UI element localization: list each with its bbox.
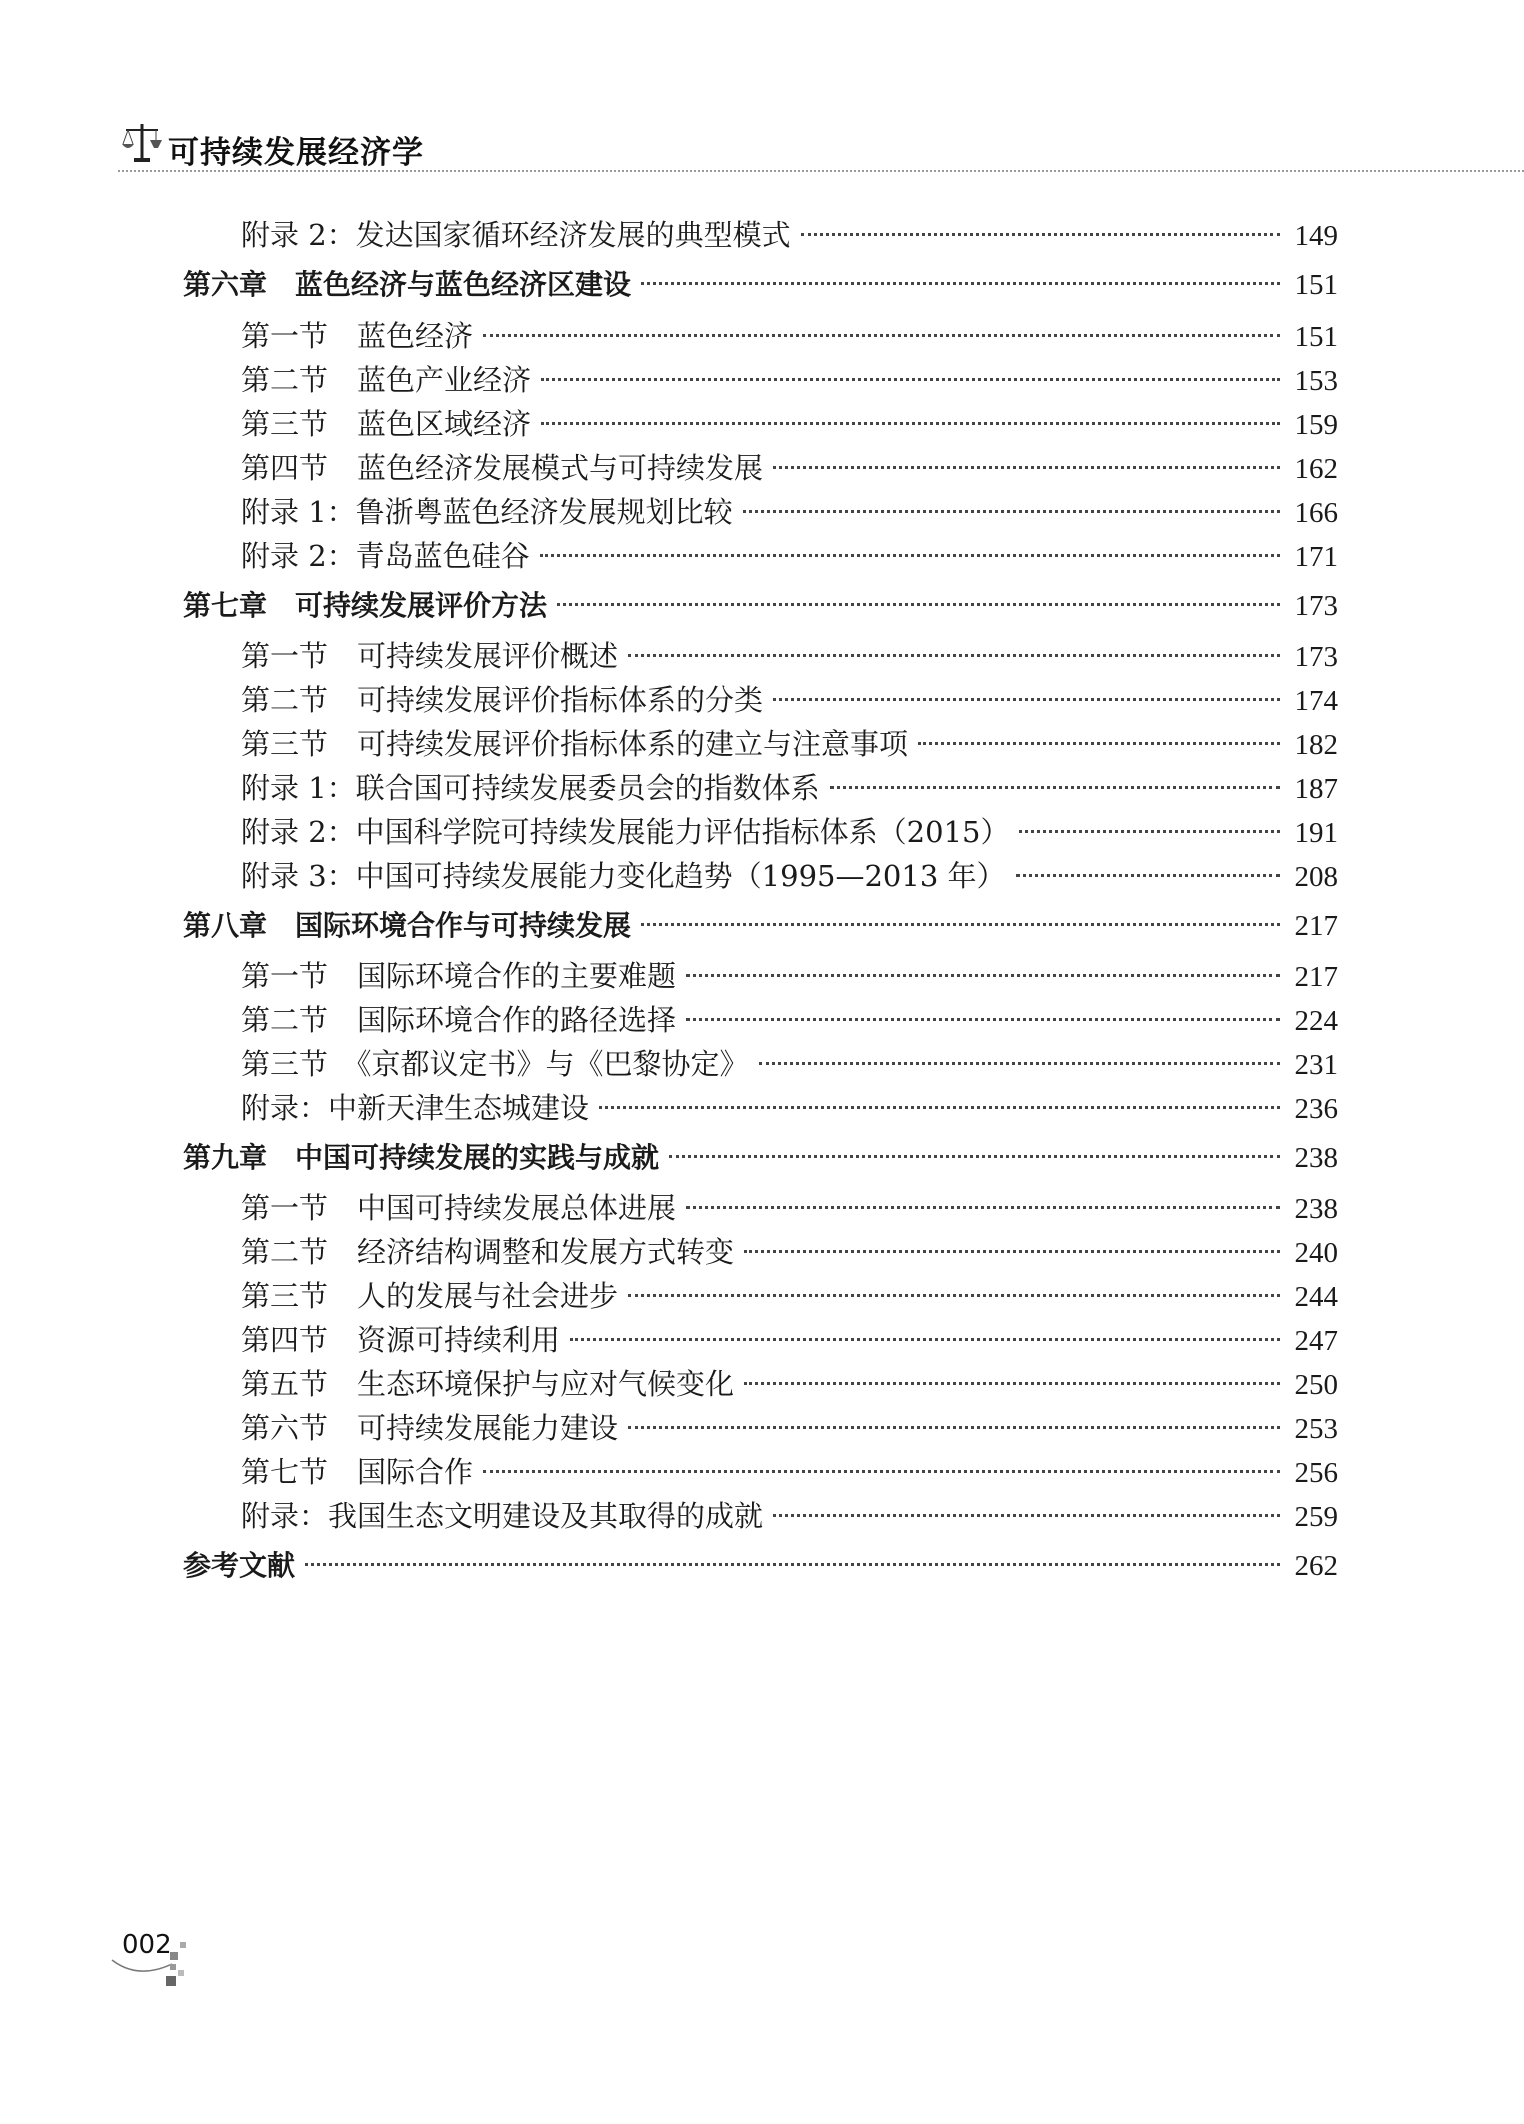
toc-section-entry[interactable] bbox=[241, 1090, 1338, 1127]
toc-section-entry[interactable] bbox=[241, 1454, 1338, 1491]
toc-section-entry[interactable] bbox=[241, 770, 1338, 807]
toc-entry-label: 第一节 蓝色经济 bbox=[241, 319, 474, 353]
toc-entry-label: 第九章 中国可持续发展的实践与成就 bbox=[183, 1141, 660, 1174]
toc-section-entry[interactable] bbox=[241, 450, 1338, 487]
toc-entry-label: 第二节 可持续发展评价指标体系的分类 bbox=[241, 683, 764, 717]
toc-entry-label: 第六章 蓝色经济与蓝色经济区建设 bbox=[183, 268, 632, 301]
toc-entry-label: 第三节 《京都议定书》与《巴黎协定》 bbox=[241, 1047, 749, 1081]
dot-leader bbox=[773, 1514, 1280, 1517]
toc-section-entry[interactable] bbox=[241, 638, 1338, 675]
page-number: 002 bbox=[122, 1930, 172, 1960]
toc-section-entry[interactable] bbox=[241, 217, 1338, 254]
toc-section-entry[interactable] bbox=[241, 814, 1338, 851]
running-header bbox=[118, 118, 1524, 174]
toc-entry-label: 参考文献 bbox=[183, 1549, 296, 1582]
toc-entry-page: 262 bbox=[1294, 1550, 1338, 1582]
toc-entry-page: 162 bbox=[1294, 453, 1338, 485]
toc-entry-label: 第二节 经济结构调整和发展方式转变 bbox=[241, 1235, 735, 1269]
toc-section-entry[interactable] bbox=[241, 406, 1338, 443]
toc-entry-label: 第一节 可持续发展评价概述 bbox=[241, 639, 619, 673]
toc-section-entry[interactable] bbox=[241, 958, 1338, 995]
toc-section-entry[interactable] bbox=[241, 1410, 1338, 1447]
toc-section-entry[interactable] bbox=[241, 1322, 1338, 1359]
dot-leader bbox=[1016, 874, 1281, 877]
toc-chapter-entry[interactable] bbox=[183, 1140, 1338, 1176]
toc-section-entry[interactable] bbox=[241, 494, 1338, 531]
toc-entry-label: 第七章 可持续发展评价方法 bbox=[183, 589, 548, 622]
dot-leader bbox=[744, 1382, 1280, 1385]
dot-leader bbox=[483, 334, 1280, 337]
dot-leader bbox=[686, 1018, 1280, 1021]
dot-leader bbox=[918, 742, 1280, 745]
toc-entry-page: 153 bbox=[1294, 365, 1338, 397]
dot-leader bbox=[570, 1338, 1280, 1341]
toc-entry-label: 附录 3：中国可持续发展能力变化趋势（1995—2013 年） bbox=[241, 859, 1006, 893]
toc-entry-label: 第三节 人的发展与社会进步 bbox=[241, 1279, 619, 1313]
toc-entry-label: 第七节 国际合作 bbox=[241, 1455, 474, 1489]
toc-chapter-entry[interactable] bbox=[183, 267, 1338, 303]
toc-entry-page: 217 bbox=[1294, 961, 1338, 993]
toc-entry-label: 附录 2：青岛蓝色硅谷 bbox=[241, 539, 530, 573]
toc-section-entry[interactable] bbox=[241, 1278, 1338, 1315]
toc-entry-page: 238 bbox=[1294, 1193, 1338, 1225]
toc-entry-page: 173 bbox=[1294, 641, 1338, 673]
toc-entry-label: 第二节 蓝色产业经济 bbox=[241, 363, 532, 397]
dot-leader bbox=[641, 282, 1280, 285]
dot-leader bbox=[773, 698, 1280, 701]
toc-entry-page: 247 bbox=[1294, 1325, 1338, 1357]
toc-entry-label: 第四节 资源可持续利用 bbox=[241, 1323, 561, 1357]
dot-leader bbox=[773, 466, 1280, 469]
toc-entry-page: 238 bbox=[1294, 1142, 1338, 1174]
toc-section-entry[interactable] bbox=[241, 726, 1338, 763]
toc-entry-label: 第四节 蓝色经济发展模式与可持续发展 bbox=[241, 451, 764, 485]
toc-entry-label: 第八章 国际环境合作与可持续发展 bbox=[183, 909, 632, 942]
dot-leader bbox=[686, 974, 1280, 977]
toc-section-entry[interactable] bbox=[241, 1498, 1338, 1535]
balance-scale-icon bbox=[118, 118, 166, 166]
toc-entry-label: 第二节 国际环境合作的路径选择 bbox=[241, 1003, 677, 1037]
toc-section-entry[interactable] bbox=[241, 1366, 1338, 1403]
dot-leader bbox=[541, 422, 1280, 425]
dot-leader bbox=[628, 1294, 1280, 1297]
toc-entry-label: 第三节 蓝色区域经济 bbox=[241, 407, 532, 441]
toc-chapter-entry[interactable] bbox=[183, 908, 1338, 944]
toc-section-entry[interactable] bbox=[241, 858, 1338, 895]
toc-entry-label: 附录 2：发达国家循环经济发展的典型模式 bbox=[241, 218, 791, 252]
toc-entry-label: 第六节 可持续发展能力建设 bbox=[241, 1411, 619, 1445]
toc-entry-label: 附录 1：联合国可持续发展委员会的指数体系 bbox=[241, 771, 820, 805]
toc-entry-page: 171 bbox=[1294, 541, 1338, 573]
toc-entry-page: 208 bbox=[1294, 861, 1338, 893]
dot-leader bbox=[686, 1206, 1280, 1209]
dot-leader bbox=[801, 233, 1280, 236]
toc-section-entry[interactable] bbox=[241, 362, 1338, 399]
toc-entry-page: 240 bbox=[1294, 1237, 1338, 1269]
dot-leader bbox=[628, 654, 1280, 657]
toc-entry-page: 259 bbox=[1294, 1501, 1338, 1533]
dot-leader bbox=[628, 1426, 1280, 1429]
toc-section-entry[interactable] bbox=[241, 1002, 1338, 1039]
toc-entry-label: 附录 2：中国科学院可持续发展能力评估指标体系（2015） bbox=[241, 815, 1010, 849]
toc-section-entry[interactable] bbox=[241, 1234, 1338, 1271]
dot-leader bbox=[669, 1155, 1280, 1158]
toc-entry-label: 第五节 生态环境保护与应对气候变化 bbox=[241, 1367, 735, 1401]
toc-entry-page: 151 bbox=[1294, 321, 1338, 353]
toc-section-entry[interactable] bbox=[241, 1046, 1338, 1083]
toc-entry-page: 236 bbox=[1294, 1093, 1338, 1125]
toc-entry-page: 187 bbox=[1294, 773, 1338, 805]
toc-entry-page: 256 bbox=[1294, 1457, 1338, 1489]
dot-leader bbox=[540, 554, 1280, 557]
toc-section-entry[interactable] bbox=[241, 538, 1338, 575]
dot-leader bbox=[759, 1062, 1280, 1065]
dot-leader bbox=[483, 1470, 1280, 1473]
toc-entry-page: 253 bbox=[1294, 1413, 1338, 1445]
toc-entry-label: 附录 1：鲁浙粤蓝色经济发展规划比较 bbox=[241, 495, 733, 529]
toc-entry-page: 244 bbox=[1294, 1281, 1338, 1313]
toc-chapter-entry[interactable] bbox=[183, 588, 1338, 624]
toc-section-entry[interactable] bbox=[241, 318, 1338, 355]
header-divider bbox=[118, 170, 1524, 172]
toc-section-entry[interactable] bbox=[241, 682, 1338, 719]
toc-chapter-entry[interactable] bbox=[183, 1548, 1338, 1584]
toc-section-entry[interactable] bbox=[241, 1190, 1338, 1227]
toc-entry-label: 第一节 中国可持续发展总体进展 bbox=[241, 1191, 677, 1225]
toc-entry-page: 159 bbox=[1294, 409, 1338, 441]
dot-leader bbox=[744, 1250, 1280, 1253]
toc-entry-page: 174 bbox=[1294, 685, 1338, 717]
toc-entry-label: 附录：我国生态文明建设及其取得的成就 bbox=[241, 1499, 764, 1533]
dot-leader bbox=[599, 1106, 1280, 1109]
toc-entry-label: 附录：中新天津生态城建设 bbox=[241, 1091, 590, 1125]
dot-leader bbox=[743, 510, 1280, 513]
toc-entry-page: 173 bbox=[1294, 590, 1338, 622]
toc-entry-page: 231 bbox=[1294, 1049, 1338, 1081]
page-footer bbox=[108, 1930, 228, 1990]
dot-leader bbox=[305, 1563, 1280, 1566]
book-title: 可持续发展经济学 bbox=[168, 135, 424, 171]
toc-entry-page: 151 bbox=[1294, 269, 1338, 301]
dot-leader bbox=[557, 603, 1280, 606]
toc-entry-page: 149 bbox=[1294, 220, 1338, 252]
dot-leader bbox=[1019, 830, 1280, 833]
toc-entry-label: 第一节 国际环境合作的主要难题 bbox=[241, 959, 677, 993]
toc-entry-label: 第三节 可持续发展评价指标体系的建立与注意事项 bbox=[241, 727, 909, 761]
toc-entry-page: 250 bbox=[1294, 1369, 1338, 1401]
toc-entry-page: 191 bbox=[1294, 817, 1338, 849]
dot-leader bbox=[641, 923, 1280, 926]
toc-entry-page: 182 bbox=[1294, 729, 1338, 761]
dot-leader bbox=[541, 378, 1280, 381]
toc-entry-page: 166 bbox=[1294, 497, 1338, 529]
toc-entry-page: 217 bbox=[1294, 910, 1338, 942]
dot-leader bbox=[830, 786, 1280, 789]
toc-entry-page: 224 bbox=[1294, 1005, 1338, 1037]
